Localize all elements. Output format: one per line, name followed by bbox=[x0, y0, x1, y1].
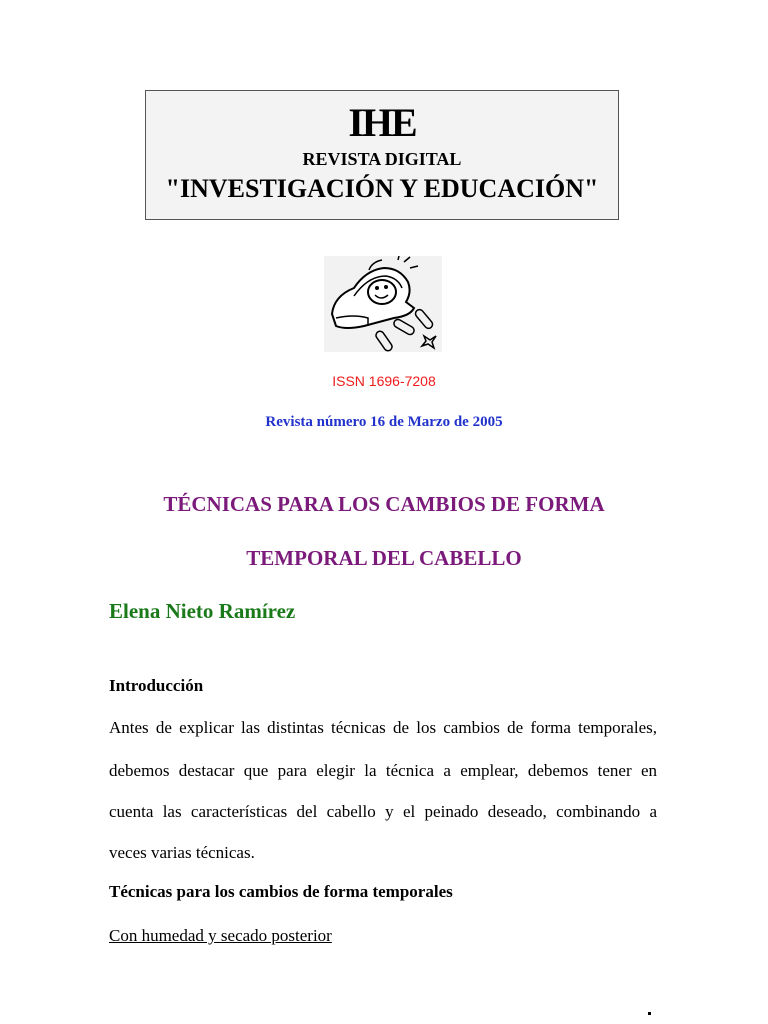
introduction-heading: Introducción bbox=[109, 676, 204, 695]
page-mark bbox=[648, 1012, 651, 1015]
article-title-line-1: TÉCNICAS PARA LOS CAMBIOS DE FORMA bbox=[163, 492, 605, 516]
paragraph-line: Antes de explicar las distintas técnicas de los cambios de forma temporales, bbox=[109, 718, 657, 737]
section-heading: Técnicas para los cambios de forma temporales bbox=[109, 882, 453, 901]
paragraph-line: veces varias técnicas. bbox=[109, 843, 255, 862]
journal-logo: IHE bbox=[348, 100, 416, 145]
article-title-line-2: TEMPORAL DEL CABELLO bbox=[246, 546, 522, 570]
article-author: Elena Nieto Ramírez bbox=[109, 599, 296, 623]
issue-info: Revista número 16 de Marzo de 2005 bbox=[265, 414, 503, 430]
journal-name: "INVESTIGACIÓN Y EDUCACIÓN" bbox=[165, 174, 599, 203]
office-supplies-clipart-icon bbox=[324, 256, 442, 352]
paragraph-line: debemos destacar que para elegir la técnica a emplear, debemos tener en bbox=[109, 761, 657, 780]
journal-subtitle: REVISTA DIGITAL bbox=[302, 149, 462, 169]
paragraph-line: cuenta las características del cabello y el peinado deseado, combinando a bbox=[109, 802, 657, 821]
subsection-heading: Con humedad y secado posterior bbox=[109, 926, 332, 945]
journal-header-box bbox=[145, 90, 619, 220]
issn-number: ISSN 1696-7208 bbox=[332, 373, 436, 389]
